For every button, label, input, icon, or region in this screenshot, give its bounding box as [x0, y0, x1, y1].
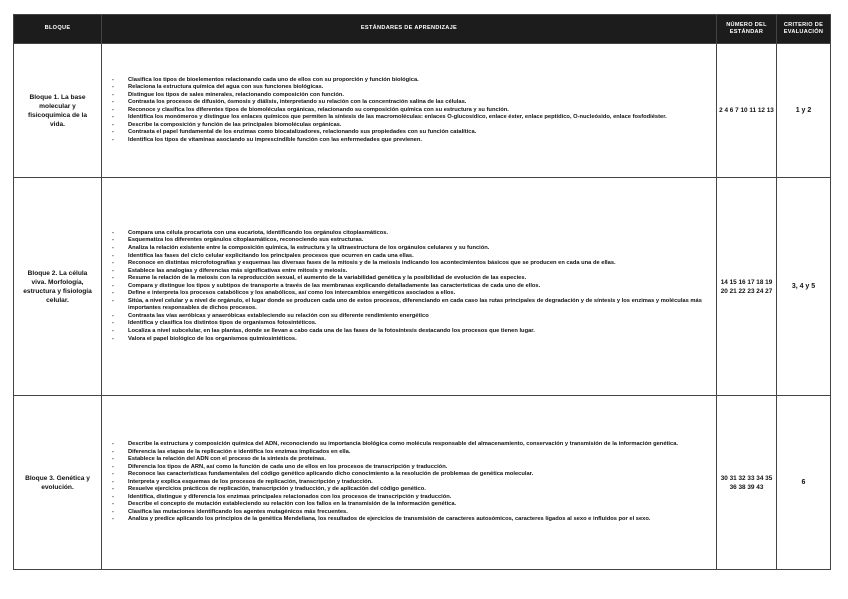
list-item: - Define e interpreta los procesos catabólicos y los anabólicos, así como los intercambios energéticos asociados a ellos.	[110, 290, 714, 298]
list-item: - Identifica los monómeros y distingue los enlaces químicos que permiten la síntesis de las macromoléculas: enlaces O-glucosídico, enlace éster, enlace peptídico, O-nucleósido, enlace fosfodiéster.	[110, 114, 714, 122]
block-title: Bloque 2. La célula viva. Morfología, estructura y fisiología celular.	[14, 178, 102, 396]
list-item: - Identifica los tipos de vitaminas asociando su imprescindible función con las enfermedades que previenen.	[110, 137, 714, 145]
list-item: - Clasifica los tipos de bioelementos relacionando cada uno de ellos con su proporción y función biológica.	[110, 77, 714, 85]
standards-document	[13, 14, 830, 570]
list-item: - Analiza y predice aplicando los principios de la genética Mendeliana, los resultados de ejercicios de transmisión de caracteres autosómicos, caracteres ligados al sexo e influidos por el sexo.	[110, 516, 714, 524]
list-item: - Reconoce y clasifica los diferentes tipos de biomoléculas orgánicas, relacionando su composición química con su estructura y su función.	[110, 107, 714, 115]
standards-list	[110, 230, 714, 343]
list-item: - Contrasta las vías aeróbicas y anaeróbicas estableciendo su relación con su diferente rendimiento energético	[110, 313, 714, 321]
list-item: - Compara una célula procariota con una eucariota, identificando los orgánulos citoplasmáticos.	[110, 230, 714, 238]
list-item: - Interpreta y explica esquemas de los procesos de replicación, transcripción y traducción.	[110, 479, 714, 487]
block-title: Bloque 3. Genética y evolución.	[14, 396, 102, 570]
standards-cell	[102, 178, 717, 396]
list-item: - Reconoce las características fundamentales del código genético aplicando dicho conocimiento a la resolución de problemas de genética molecular.	[110, 471, 714, 479]
evaluation-criterion: 3, 4 y 5	[777, 178, 831, 396]
standards-cell	[102, 44, 717, 178]
block-title: Bloque 1. La base molecular y fisicoquímica de la vida.	[14, 44, 102, 178]
standard-numbers: 2 4 6 7 10 11 12 13	[717, 44, 777, 178]
list-item: - Establece las analogías y diferencias más significativas entre mitosis y meiosis.	[110, 268, 714, 276]
list-item: - Localiza a nivel subcelular, en las plantas, donde se llevan a cabo cada una de las fases de la fotosíntesis destacando los procesos que tienen lugar.	[110, 328, 714, 336]
list-item: - Compara y distingue los tipos y subtipos de transporte a través de las membranas explicando detalladamente las características de cada uno de ellos.	[110, 283, 714, 291]
list-item: - Describe el concepto de mutación estableciendo su relación con los fallos en la transmisión de la información genética.	[110, 501, 714, 509]
evaluation-criterion: 1 y 2	[777, 44, 831, 178]
header-numero: NÚMERO DEL ESTÁNDAR	[717, 15, 777, 44]
list-item: - Establece la relación del ADN con el proceso de la síntesis de proteínas.	[110, 456, 714, 464]
standards-list	[110, 441, 714, 524]
list-item: - Valora el papel biológico de los organismos quimiosintéticos.	[110, 336, 714, 344]
header-row	[14, 15, 831, 44]
list-item: - Describe la estructura y composición química del ADN, reconociendo su importancia biológica como molécula responsable del almacenamiento, conservación y transmisión de la información genética.	[110, 441, 714, 449]
list-item: - Describe la composición y función de las principales biomoléculas orgánicas.	[110, 122, 714, 130]
header-bloque: BLOQUE	[14, 15, 102, 44]
list-item: - Identifica y clasifica los distintos tipos de organismos fotosintéticos.	[110, 320, 714, 328]
evaluation-criterion: 6	[777, 396, 831, 570]
list-item: - Identifica, distingue y diferencia los enzimas principales relacionados con los procesos de transcripción y traducción.	[110, 494, 714, 502]
list-item: - Relaciona la estructura química del agua con sus funciones biológicas.	[110, 84, 714, 92]
standards-list	[110, 77, 714, 145]
table-row	[14, 178, 831, 396]
list-item: - Diferencia los tipos de ARN, así como la función de cada uno de ellos en los procesos de transcripción y traducción.	[110, 464, 714, 472]
list-item: - Reconoce en distintas microfotografías y esquemas las diversas fases de la mitosis y de la meiosis indicando los acontecimientos básicos que se producen en cada una de ellas.	[110, 260, 714, 268]
list-item: - Resume la relación de la meiosis con la reproducción sexual, el aumento de la variabilidad genética y la posibilidad de evolución de las especies.	[110, 275, 714, 283]
list-item: - Clasifica las mutaciones identificando los agentes mutagénicos más frecuentes.	[110, 509, 714, 517]
table-row	[14, 396, 831, 570]
list-item: - Contrasta los procesos de difusión, ósmosis y diálisis, interpretando su relación con la concentración salina de las células.	[110, 99, 714, 107]
list-item: - Identifica las fases del ciclo celular explicitando los principales procesos que ocurren en cada una ellas.	[110, 253, 714, 261]
standard-numbers: 30 31 32 33 34 35 36 38 39 43	[717, 396, 777, 570]
list-item: - Contrasta el papel fundamental de los enzimas como biocatalizadores, relacionando sus propiedades con su función catalítica.	[110, 129, 714, 137]
list-item: - Sitúa, a nivel celular y a nivel de orgánulo, el lugar donde se producen cada uno de estos procesos, diferenciando en cada caso las rutas principales de degradación y de síntesis y los enzimas y moléculas más importantes responsables de dichos procesos.	[110, 298, 714, 313]
standards-table	[13, 14, 831, 570]
header-criterio: CRITERIO DE EVALUACIÓN	[777, 15, 831, 44]
list-item: - Esquematiza los diferentes orgánulos citoplasmáticos, reconociendo sus estructuras.	[110, 237, 714, 245]
list-item: - Analiza la relación existente entre la composición química, la estructura y la ultraestructura de los orgánulos celulares y su función.	[110, 245, 714, 253]
standards-cell	[102, 396, 717, 570]
list-item: - Resuelve ejercicios prácticos de replicación, transcripción y traducción, y de aplicación del código genético.	[110, 486, 714, 494]
table-row	[14, 44, 831, 178]
header-estandares: ESTÁNDARES DE APRENDIZAJE	[102, 15, 717, 44]
list-item: - Distingue los tipos de sales minerales, relacionando composición con función.	[110, 92, 714, 100]
list-item: - Diferencia las etapas de la replicación e identifica los enzimas implicados en ella.	[110, 449, 714, 457]
standard-numbers: 14 15 16 17 18 19 20 21 22 23 24 27	[717, 178, 777, 396]
